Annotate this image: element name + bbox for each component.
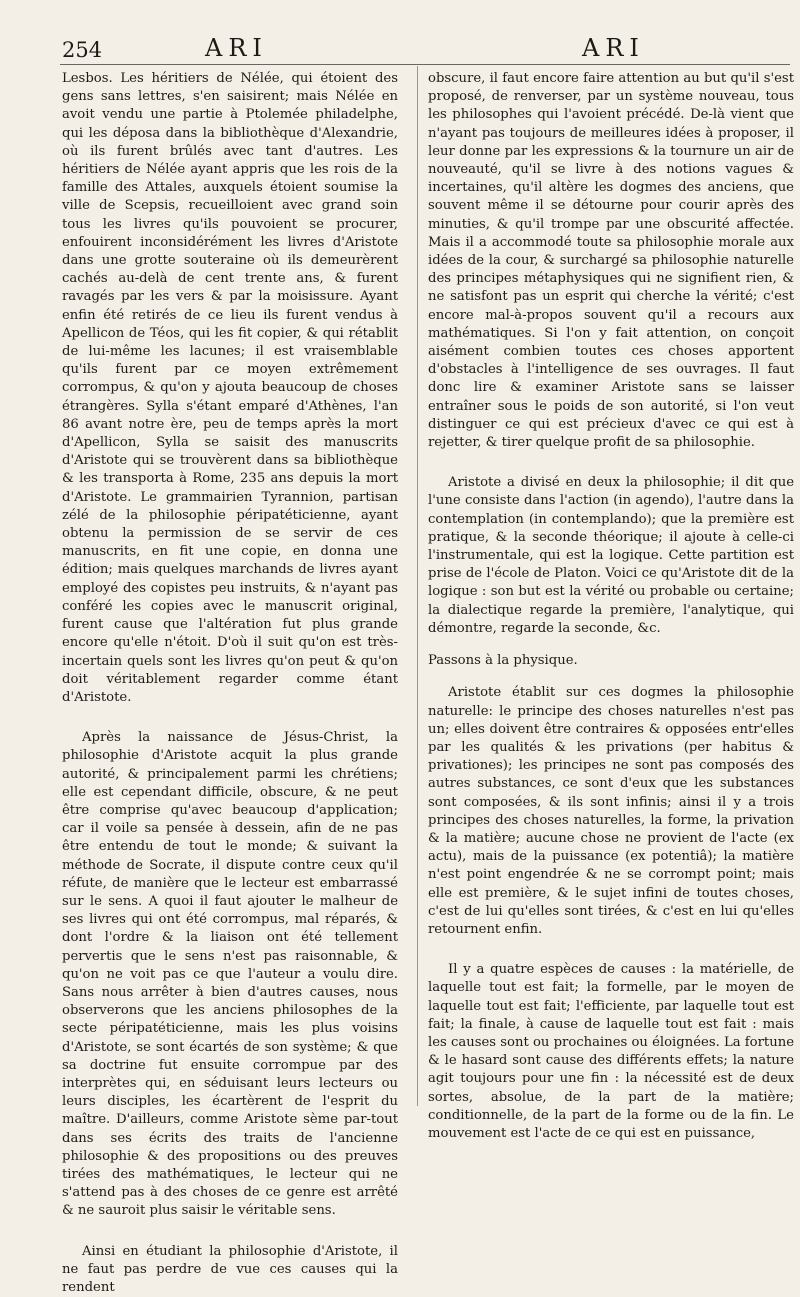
- column-divider: [417, 66, 418, 1106]
- paragraph: Il y a quatre espèces de causes : la matérielle, de laquelle tout est fait; la formelle, par le moyen de laquelle tout est fait; l'efficiente, par laquelle tout est fait; la finale, à cause de laquelle tout est fait : mais les causes sont ou prochaines ou éloignées. La fortune & le hasard sont cause des différents effets; la nature agit toujours pour une fin : la nécessité est de deux sortes, absolue, de la part de la matière; conditionnelle, de la part de la forme ou de la fin. Le mouvement est l'acte de ce qui est en puissance,: [428, 962, 794, 1141]
- paragraph: Après la naissance de Jésus-Christ, la philosophie d'Aristote acquit la plus grande autorité, & principalement parmi les chrétiens; elle est cependant difficile, obscure, & ne peut être comprise qu'avec beaucoup d'application; car il voile sa pensée à dessein, afin de ne pas être entendu de tout le monde; & suivant la méthode de Socrate, il dispute contre ceux qu'il réfute, de manière que le lecteur est embarrassé sur le sens. A quoi il faut ajouter le malheur de ses livres qui ont été corrompus, mal réparés, & dont l'ordre & la liaison ont été tellement pervertis que le sens n'est pas raisonnable, & qu'on ne voit pas ce que l'auteur a voulu dire. Sans nous arrêter à bien d'autres causes, nous observerons que les anciens philosophes de la secte péripatéticienne, mais les plus voisins d'Aristote, se sont écartés de son système; & que sa doctrine fut ensuite corrompue par des interprètes qui, en séduisant leurs lecteurs ou leurs disciples, les écartèrent de l'esprit du maître. D'ailleurs, comme Aristote sème par-tout dans ses écrits des traits de l'ancienne philosophie & des propositions ou des preuves tirées des mathématiques, le lecteur qui ne s'attend pas à des choses de ce genre est arrêté & ne sauroit plus saisir le véritable sens.: [62, 730, 398, 1219]
- page-number: 254: [62, 38, 103, 62]
- left-column: [62, 70, 398, 1297]
- right-column: [428, 70, 794, 1143]
- header-rule: [60, 64, 790, 65]
- paragraph: Ainsi en étudiant la philosophie d'Aristote, il ne faut pas perdre de vue ces causes qui la rendent: [62, 1243, 398, 1295]
- running-head-left: ARI: [205, 34, 268, 62]
- paragraph: Lesbos. Les héritiers de Nélée, qui étoient des gens sans lettres, s'en saisirent; mais Nélée en avoit vendu une partie à Ptolemée philadelphe, qui les déposa dans la bibliothèque d'Alexandrie, où ils furent brûlés avec tant d'autres. Les héritiers de Nélée ayant appris que les rois de la famille des Attales, auxquels étoient soumise la ville de Scepsis, recueilloient avec grand soin tous les livres qu'ils pouvoient se procurer, enfouirent inconsidérément les livres d'Aristote dans une grotte souteraine où ils demeurèrent cachés au-delà de cent trente ans, & furent ravagés par les vers & par la moisissure. Ayant enfin été retirés de ce lieu ils furent vendus à Apellicon de Téos, qui les fit copier, & qui rétablit de lui-même les lacunes; il est vraisemblable qu'ils furent par ce moyen extrêmement corrompus, & qu'on y ajouta beaucoup de choses étrangères. Sylla s'étant emparé d'Athènes, l'an 86 avant notre ère, peu de temps après la mort d'Apellicon, Sylla se saisit des manuscrits d'Aristote qui se trouvèrent dans sa bibliothèque & les transporta à Rome, 235 ans depuis la mort d'Aristote. Le grammairien Tyrannion, partisan zélé de la philosophie péripatéticienne, ayant obtenu la permission de se servir de ces manuscrits, en fit une copie, en donna une édition; mais quelques marchands de livres ayant employé des copistes peu instruits, & n'ayant pas conféré les copies avec le manuscrit original, furent cause que l'altération fut plus grande encore qu'elle n'étoit. D'où il suit qu'on est très-incertain quels sont les livres qu'on peut & qu'on doit véritablement regarder comme étant d'Aristote.: [62, 71, 398, 705]
- paragraph: Aristote a divisé en deux la philosophie; il dit que l'une consiste dans l'action (in agendo), l'autre dans la contemplation (in contemplando); que la première est pratique, & la seconde théorique; il ajoute à celle-ci l'instrumentale, qui est la logique. Cette partition est prise de l'école de Platon. Voici ce qu'Aristote dit de la logique : son but est la vérité ou probable ou certaine; la dialectique regarde la première, l'analytique, qui démontre, regarde la seconde, &c.: [428, 475, 794, 636]
- running-head-right: ARI: [582, 34, 645, 62]
- paragraph: obscure, il faut encore faire attention au but qu'il s'est proposé, de renverser, par un système nouveau, tous les philosophes qui l'avoient précédé. De-là vient que n'ayant pas toujours de meilleures idées à proposer, il leur donne par les expressions & la tournure un air de nouveauté, qu'il se livre à des notions vagues & incertaines, qu'il altère les dogmes des anciens, que souvent même il se détourne pour courir après des minuties, & qu'il trompe par une obscurité affectée. Mais il a accommodé toute sa philosophie morale aux idées de la cour, & surchargé sa philosophie naturelle des principes métaphysiques qui ne signifient rien, & ne satisfont pas un esprit qui cherche la vérité; c'est encore mal-à-propos souvent qu'il a recours aux mathématiques. Si l'on y fait attention, on conçoit aisément combien toutes ces choses apportent d'obstacles à l'intelligence de ses ouvrages. Il faut donc lire & examiner Aristote sans se laisser entraîner sous le poids de son autorité, si l'on veut distinguer ce qui est précieux d'avec ce qui est à rejetter, & tirer quelque profit de sa philosophie.: [428, 71, 794, 451]
- section-heading: Passons à la physique.: [428, 653, 578, 669]
- paragraph: Aristote établit sur ces dogmes la philosophie naturelle: le principe des choses naturelles n'est pas un; elles doivent être contraires & opposées entr'elles par les qualités & les privations (per habitus & privationes); les principes ne sont pas composés des autres substances, ce sont d'eux que les substances sont composées, & ils sont infinis; ainsi il y a trois principes des choses naturelles, la forme, la privation & la matière; aucune chose ne provient de l'acte (ex actu), mais de la puissance (ex potentiâ); la matière n'est point engendrée & ne se corrompt point; mais elle est première, & le sujet infini de toutes choses, c'est de lui qu'elles sont tirées, & c'est en lui qu'elles retournent enfin.: [428, 685, 794, 937]
